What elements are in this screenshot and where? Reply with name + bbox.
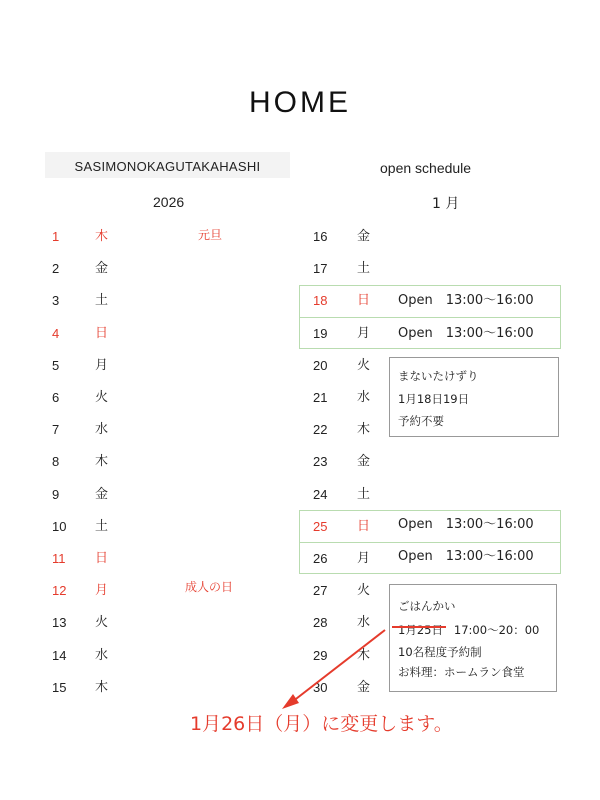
day-number: 8 bbox=[52, 454, 60, 469]
day-of-week: 金 bbox=[357, 680, 371, 695]
year-label: 2026 bbox=[153, 194, 185, 210]
workshop-reservation: 予約不要 bbox=[398, 414, 444, 428]
day-number: 20 bbox=[313, 358, 328, 373]
schedule-label: open schedule bbox=[380, 160, 472, 176]
day-number: 13 bbox=[52, 615, 67, 630]
day-number: 15 bbox=[52, 680, 67, 695]
day-of-week: 月 bbox=[357, 326, 371, 341]
brand-text: SASIMONOKAGUTAKAHASHI bbox=[74, 159, 261, 174]
holiday-label: 成人の日 bbox=[185, 580, 234, 594]
dinner-chef: お料理：ホームラン食堂 bbox=[398, 665, 525, 679]
day-number: 23 bbox=[313, 454, 328, 469]
day-number: 14 bbox=[52, 648, 67, 663]
change-arrow-head bbox=[282, 694, 299, 709]
day-of-week: 木 bbox=[95, 454, 109, 469]
day-number: 26 bbox=[313, 551, 328, 566]
day-number: 2 bbox=[52, 261, 60, 276]
day-number: 11 bbox=[52, 551, 66, 566]
day-of-week: 水 bbox=[95, 648, 109, 663]
day-number: 1 bbox=[52, 229, 60, 244]
day-of-week: 火 bbox=[357, 358, 371, 373]
day-of-week: 木 bbox=[357, 422, 371, 437]
open-hours: Open 13:00〜16:00 bbox=[398, 517, 534, 532]
day-number: 29 bbox=[313, 648, 328, 663]
day-of-week: 木 bbox=[95, 680, 109, 695]
day-number: 4 bbox=[52, 326, 60, 341]
dinner-old-date: 1月25日 bbox=[398, 623, 443, 637]
open-hours: Open 13:00〜16:00 bbox=[398, 326, 534, 341]
day-number: 7 bbox=[52, 422, 60, 437]
day-of-week: 日 bbox=[357, 293, 371, 308]
day-number: 3 bbox=[52, 293, 60, 308]
workshop-dates: 1月18日19日 bbox=[398, 392, 470, 406]
open-hours: Open 13:00〜16:00 bbox=[398, 549, 534, 564]
day-of-week: 水 bbox=[95, 422, 109, 437]
day-number: 5 bbox=[52, 358, 60, 373]
day-number: 27 bbox=[313, 583, 328, 598]
day-number: 12 bbox=[52, 583, 67, 598]
day-of-week: 木 bbox=[357, 648, 371, 663]
page-title: HOME bbox=[249, 86, 351, 119]
day-of-week: 木 bbox=[95, 229, 109, 244]
day-number: 24 bbox=[313, 487, 328, 502]
day-of-week: 日 bbox=[95, 551, 109, 566]
day-of-week: 日 bbox=[357, 519, 371, 534]
day-of-week: 水 bbox=[357, 615, 371, 630]
day-number: 17 bbox=[313, 261, 328, 276]
day-of-week: 月 bbox=[95, 583, 109, 598]
day-of-week: 月 bbox=[357, 551, 371, 566]
month-label: 1 月 bbox=[432, 196, 460, 212]
day-number: 21 bbox=[313, 390, 328, 405]
dinner-title: ごはんかい bbox=[398, 599, 456, 613]
day-number: 18 bbox=[313, 293, 328, 308]
day-of-week: 金 bbox=[95, 487, 109, 502]
day-of-week: 土 bbox=[357, 487, 371, 502]
day-of-week: 土 bbox=[95, 293, 109, 308]
day-of-week: 金 bbox=[357, 454, 371, 469]
dinner-time: 17:00〜20：00 bbox=[453, 623, 540, 637]
day-number: 9 bbox=[52, 487, 60, 502]
day-of-week: 土 bbox=[357, 261, 371, 276]
open-hours: Open 13:00〜16:00 bbox=[398, 293, 534, 308]
day-of-week: 火 bbox=[95, 390, 109, 405]
day-of-week: 日 bbox=[95, 326, 109, 341]
day-number: 19 bbox=[313, 326, 328, 341]
day-number: 22 bbox=[313, 422, 328, 437]
day-of-week: 金 bbox=[357, 229, 371, 244]
day-of-week: 水 bbox=[357, 390, 371, 405]
day-of-week: 土 bbox=[95, 519, 109, 534]
day-number: 6 bbox=[52, 390, 60, 405]
day-number: 28 bbox=[313, 615, 328, 630]
day-number: 25 bbox=[313, 519, 328, 534]
day-of-week: 火 bbox=[357, 583, 371, 598]
day-of-week: 月 bbox=[95, 358, 109, 373]
change-notice: 1月26日（月）に変更します。 bbox=[190, 713, 453, 735]
day-of-week: 金 bbox=[95, 261, 109, 276]
day-of-week: 火 bbox=[95, 615, 109, 630]
workshop-title: まないたけずり bbox=[398, 369, 479, 383]
dinner-capacity: 10名程度予約制 bbox=[398, 645, 482, 659]
holiday-label: 元旦 bbox=[198, 228, 223, 242]
change-arrow-line bbox=[292, 630, 385, 702]
day-number: 30 bbox=[313, 680, 328, 695]
day-number: 16 bbox=[313, 229, 328, 244]
day-number: 10 bbox=[52, 519, 67, 534]
